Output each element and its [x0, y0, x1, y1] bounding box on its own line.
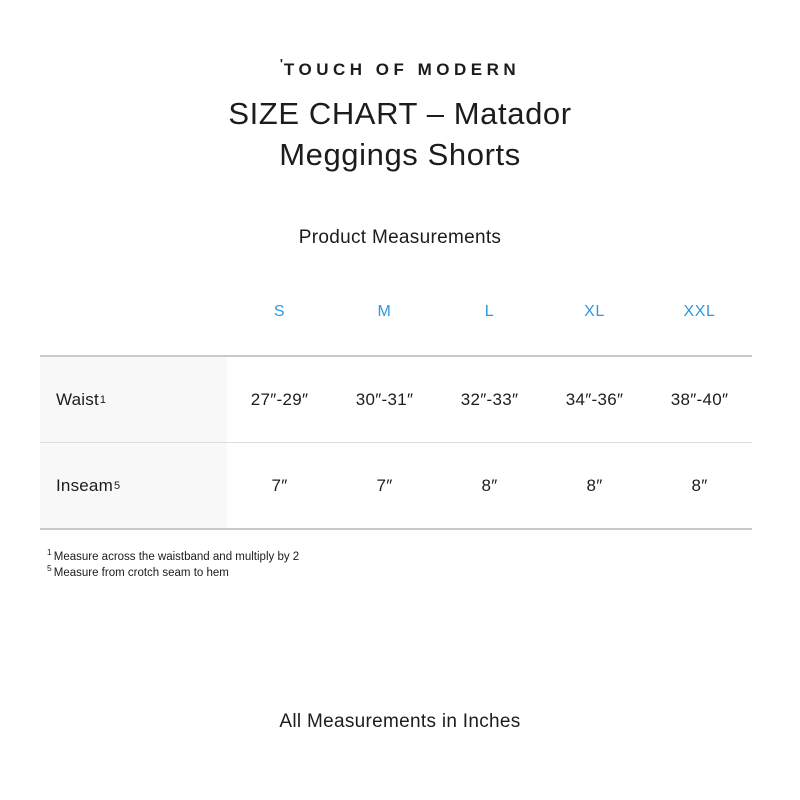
inseam-value-m: 7″	[376, 475, 393, 495]
inseam-value-s: 7″	[271, 475, 288, 495]
page-title-line-1: SIZE CHART – Matador	[228, 96, 572, 131]
size-header-xl: XL	[584, 303, 605, 320]
table-row-inseam	[40, 443, 752, 528]
waist-value-xxl: 38″-40″	[670, 389, 729, 409]
logo-tick-mark: '	[279, 56, 283, 71]
footnote-inseam	[47, 565, 299, 581]
size-header-spacer	[40, 303, 227, 321]
size-header-l: L	[484, 303, 495, 320]
page-title	[0, 93, 800, 175]
measurements-table	[40, 355, 752, 530]
footnote-waist	[47, 549, 299, 565]
logo-text: TOUCH OF MODERN	[283, 60, 521, 79]
footer-note: All Measurements in Inches	[279, 711, 521, 732]
inseam-value-xl: 8″	[586, 475, 603, 495]
brand-logo	[0, 56, 800, 80]
size-header-m: M	[377, 303, 392, 320]
footnote-inseam-text: Measure from crotch seam to hem	[53, 567, 229, 579]
waist-value-xl: 34″-36″	[565, 389, 624, 409]
page-title-line-2: Meggings Shorts	[279, 137, 521, 172]
size-header-s: S	[273, 303, 286, 320]
row-label-inseam-text: Inseam	[56, 475, 113, 495]
waist-value-m: 30″-31″	[355, 389, 414, 409]
size-header-xxl: XXL	[683, 303, 716, 320]
size-header-row	[40, 303, 752, 321]
footnote-waist-text: Measure across the waistband and multiply by 2	[53, 551, 300, 563]
footnote-inseam-marker: 5	[47, 563, 52, 574]
waist-value-l: 32″-33″	[460, 389, 519, 409]
footnote-waist-marker: 1	[47, 547, 52, 558]
section-subtitle: Product Measurements	[298, 227, 502, 248]
row-label-waist-text: Waist	[56, 389, 99, 409]
inseam-value-xxl: 8″	[691, 475, 708, 495]
table-row-waist	[40, 357, 752, 443]
row-label-inseam: Inseam 5	[40, 443, 227, 528]
waist-value-s: 27″-29″	[250, 389, 309, 409]
footnotes	[47, 549, 299, 581]
inseam-value-l: 8″	[481, 475, 498, 495]
row-label-waist: Waist 1	[40, 357, 227, 442]
